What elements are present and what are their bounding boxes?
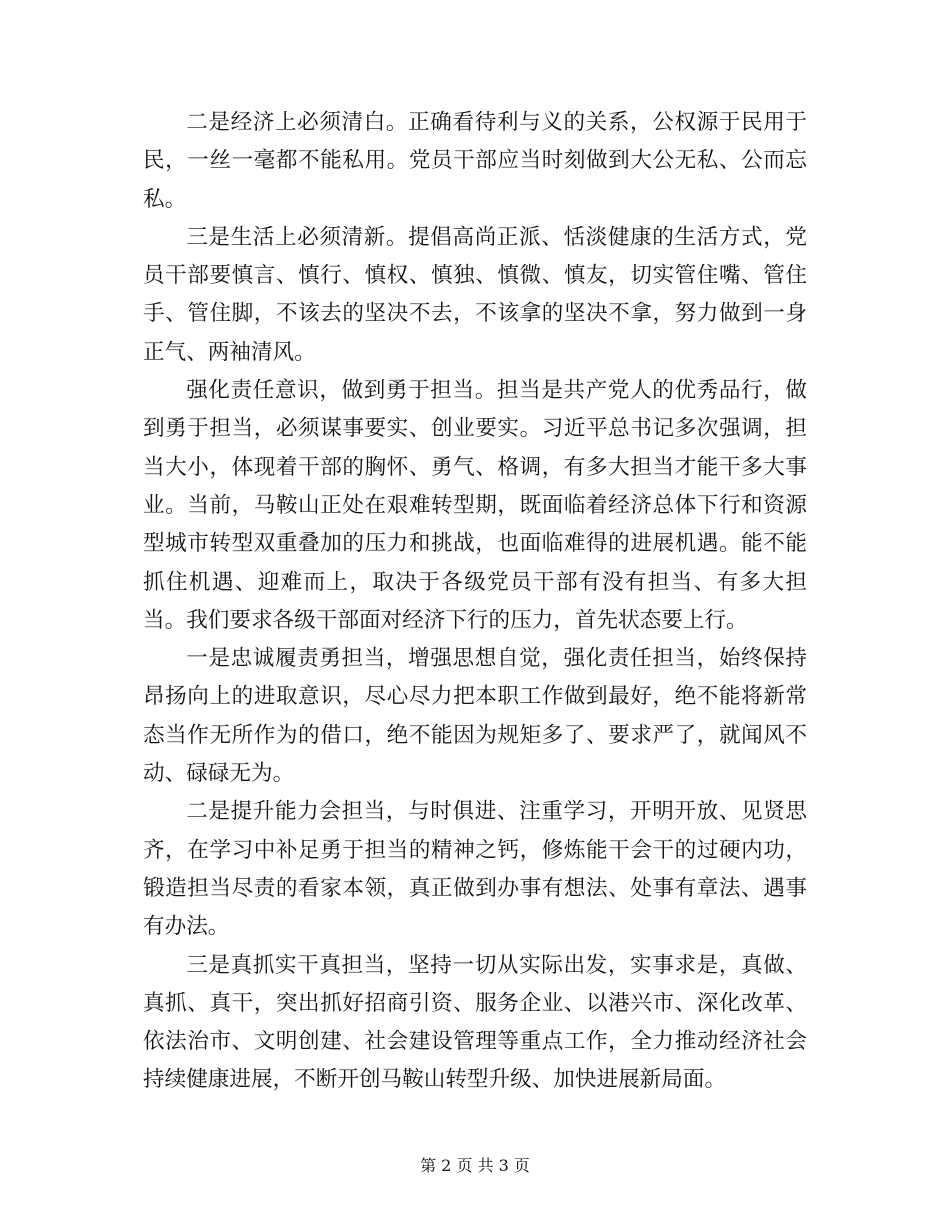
paragraph-2: 三是生活上必须清新。提倡高尚正派、恬淡健康的生活方式，党员干部要慎言、慎行、慎权、慎独、慎微、慎友，切实管住嘴、管住手、管住脚，不该去的坚决不去，不该拿的坚决不拿，努力做到一身正气、两袖清风。 [143, 224, 807, 365]
paragraph-5: 二是提升能力会担当，与时俱进、注重学习，开明开放、见贤思齐，在学习中补足勇于担当的精神之钙，修炼能干会干的过硬内功，锻造担当尽责的看家本领，真正做到办事有想法、处事有章法、遇事有办法。 [143, 799, 807, 940]
paragraph-4: 一是忠诚履责勇担当，增强思想自觉，强化责任担当，始终保持昂扬向上的进取意识，尽心尽力把本职工作做到最好，绝不能将新常态当作无所作为的借口，绝不能因为规矩多了、要求严了，就闻风不动、碌碌无为。 [143, 646, 807, 787]
paragraph-3: 强化责任意识，做到勇于担当。担当是共产党人的优秀品行，做到勇于担当，必须谋事要实、创业要实。习近平总书记多次强调，担当大小，体现着干部的胸怀、勇气、格调，有多大担当才能干多大事业。当前，马鞍山正处在艰难转型期，既面临着经济总体下行和资源型城市转型双重叠加的压力和挑战，也面临难得的进展机遇。能不能抓住机遇、迎难而上，取决于各级党员干部有没有担当、有多大担当。我们要求各级干部面对经济下行的压力，首先状态要上行。 [143, 378, 807, 633]
paragraph-6: 三是真抓实干真担当，坚持一切从实际出发，实事求是，真做、真抓、真干，突出抓好招商引资、服务企业、以港兴市、深化改革、依法治市、文明创建、社会建设管理等重点工作，全力推动经济社会持续健康进展，不断开创马鞍山转型升级、加快进展新局面。 [143, 952, 807, 1093]
paragraph-1: 二是经济上必须清白。正确看待利与义的关系，公权源于民用于民，一丝一毫都不能私用。党员干部应当时刻做到大公无私、公而忘私。 [143, 110, 807, 212]
page-number-footer: 第 2 页 共 3 页 [420, 1156, 530, 1175]
body-text [143, 104, 807, 1100]
